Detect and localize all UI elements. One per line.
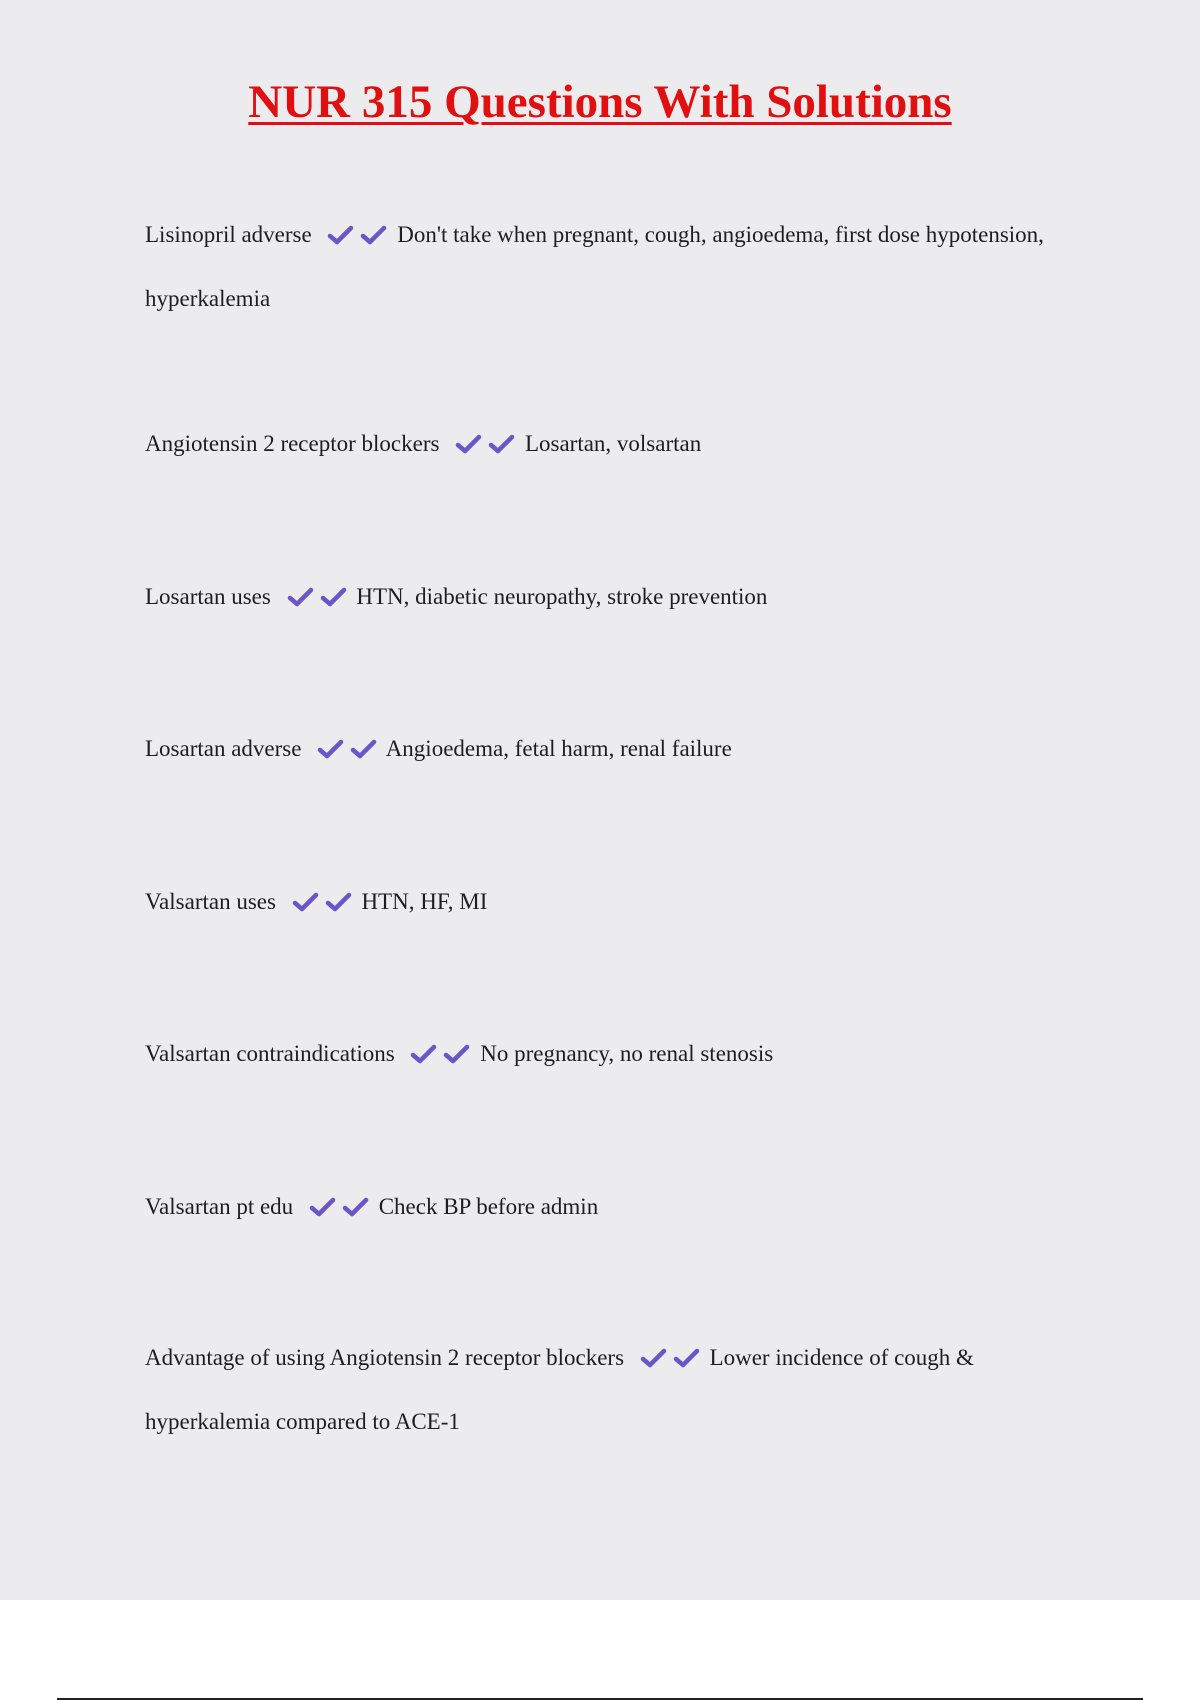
question-text: Valsartan pt edu (145, 1194, 294, 1219)
answer-marker (455, 416, 515, 477)
qa-item (145, 1023, 1095, 1087)
answer-marker (327, 207, 387, 268)
checkmark-icon (327, 225, 354, 245)
checkmark-icon (292, 892, 319, 912)
qa-item (145, 566, 1095, 630)
question-text: Valsartan uses (145, 889, 276, 914)
question-text: Lisinopril adverse (145, 222, 312, 247)
qa-item (145, 1327, 1095, 1452)
checkmark-icon (410, 1044, 437, 1064)
answer-text: Don't take when pregnant, cough, angioedema, first dose hypotension, hyperkalemia (145, 222, 1044, 311)
qa-item (145, 718, 1095, 782)
question-text: Losartan uses (145, 584, 271, 609)
answer-text: Check BP before admin (378, 1194, 599, 1219)
answer-marker (287, 569, 347, 630)
question-text: Advantage of using Angiotensin 2 receptor blockers (145, 1345, 625, 1370)
answer-marker (309, 1179, 369, 1240)
answer-marker (640, 1330, 700, 1391)
answer-text: No pregnancy, no renal stenosis (480, 1041, 774, 1066)
checkmark-icon (488, 434, 515, 454)
answer-text: Lower incidence of cough & hyperkalemia compared to ACE-1 (145, 1345, 974, 1434)
qa-item (145, 413, 1095, 477)
question-text: Angiotensin 2 receptor blockers (145, 431, 440, 456)
checkmark-icon (287, 587, 314, 607)
answer-text: Angioedema, fetal harm, renal failure (385, 736, 732, 761)
checkmark-icon (350, 739, 377, 759)
checkmark-icon (317, 739, 344, 759)
answer-marker (410, 1026, 470, 1087)
answer-marker (292, 874, 352, 935)
checkmark-icon (342, 1197, 369, 1217)
answer-text: Losartan, volsartan (524, 431, 702, 456)
qa-item (145, 1176, 1095, 1240)
next-page-area (0, 1600, 1200, 1700)
checkmark-icon (360, 225, 387, 245)
question-text: Valsartan contraindications (145, 1041, 395, 1066)
checkmark-icon (320, 587, 347, 607)
checkmark-icon (673, 1348, 700, 1368)
checkmark-icon (640, 1348, 667, 1368)
qa-item (145, 871, 1095, 935)
question-text: Losartan adverse (145, 736, 302, 761)
qa-item (145, 204, 1095, 329)
document-title: NUR 315 Questions With Solutions (248, 76, 952, 128)
answer-text: HTN, HF, MI (361, 889, 488, 914)
answer-marker (317, 721, 377, 782)
checkmark-icon (443, 1044, 470, 1064)
checkmark-icon (455, 434, 482, 454)
checkmark-icon (309, 1197, 336, 1217)
checkmark-icon (325, 892, 352, 912)
answer-text: HTN, diabetic neuropathy, stroke prevention (356, 584, 768, 609)
